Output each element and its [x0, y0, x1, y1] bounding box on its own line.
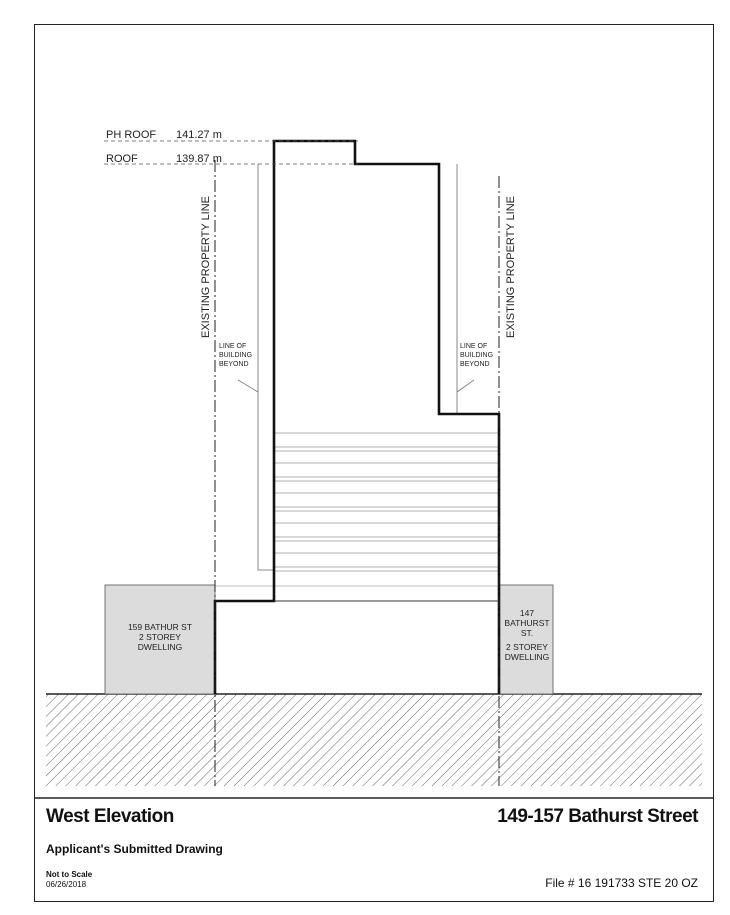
level-elev-roof: 139.87 m	[176, 153, 222, 165]
svg-text:BUILDING: BUILDING	[219, 352, 253, 359]
ground-hatch	[46, 694, 702, 786]
svg-text:147: 147	[519, 608, 535, 618]
level-elev-ph-roof: 141.27 m	[176, 129, 222, 141]
level-label-roof: ROOF	[106, 153, 138, 165]
svg-text:BEYOND: BEYOND	[460, 361, 490, 368]
line-of-building-label-left	[219, 343, 252, 368]
scale-note: Not to Scale	[46, 870, 93, 879]
drawing-title: West Elevation	[46, 806, 174, 827]
svg-text:159 BATHUR ST: 159 BATHUR ST	[127, 622, 193, 632]
property-line-label-right: EXISTING PROPERTY LINE	[505, 195, 517, 338]
svg-text:DWELLING: DWELLING	[137, 642, 183, 652]
neighbor-right-dwelling	[499, 585, 553, 694]
svg-text:2 STOREY: 2 STOREY	[139, 632, 181, 642]
svg-text:BEYOND: BEYOND	[219, 361, 249, 368]
line-of-building-beyond-left	[258, 164, 274, 570]
property-line-label-left: EXISTING PROPERTY LINE	[200, 195, 212, 338]
project-address: 149-157 Bathurst Street	[497, 806, 698, 827]
svg-text:BATHURST: BATHURST	[504, 618, 550, 628]
floor-lines	[274, 433, 499, 571]
svg-text:ST.: ST.	[520, 628, 534, 638]
level-label-ph-roof: PH ROOF	[106, 129, 157, 141]
drawing-subtitle: Applicant's Submitted Drawing	[46, 842, 223, 856]
file-number: File # 16 191733 STE 20 OZ	[545, 876, 698, 890]
svg-text:LINE OF: LINE OF	[460, 343, 488, 350]
svg-text:DWELLING: DWELLING	[504, 652, 550, 662]
svg-text:LINE OF: LINE OF	[219, 343, 247, 350]
drawing-date: 06/26/2018	[46, 880, 87, 889]
svg-text:BUILDING: BUILDING	[460, 352, 494, 359]
svg-text:2 STOREY: 2 STOREY	[506, 642, 548, 652]
line-of-building-label-right	[460, 343, 493, 368]
